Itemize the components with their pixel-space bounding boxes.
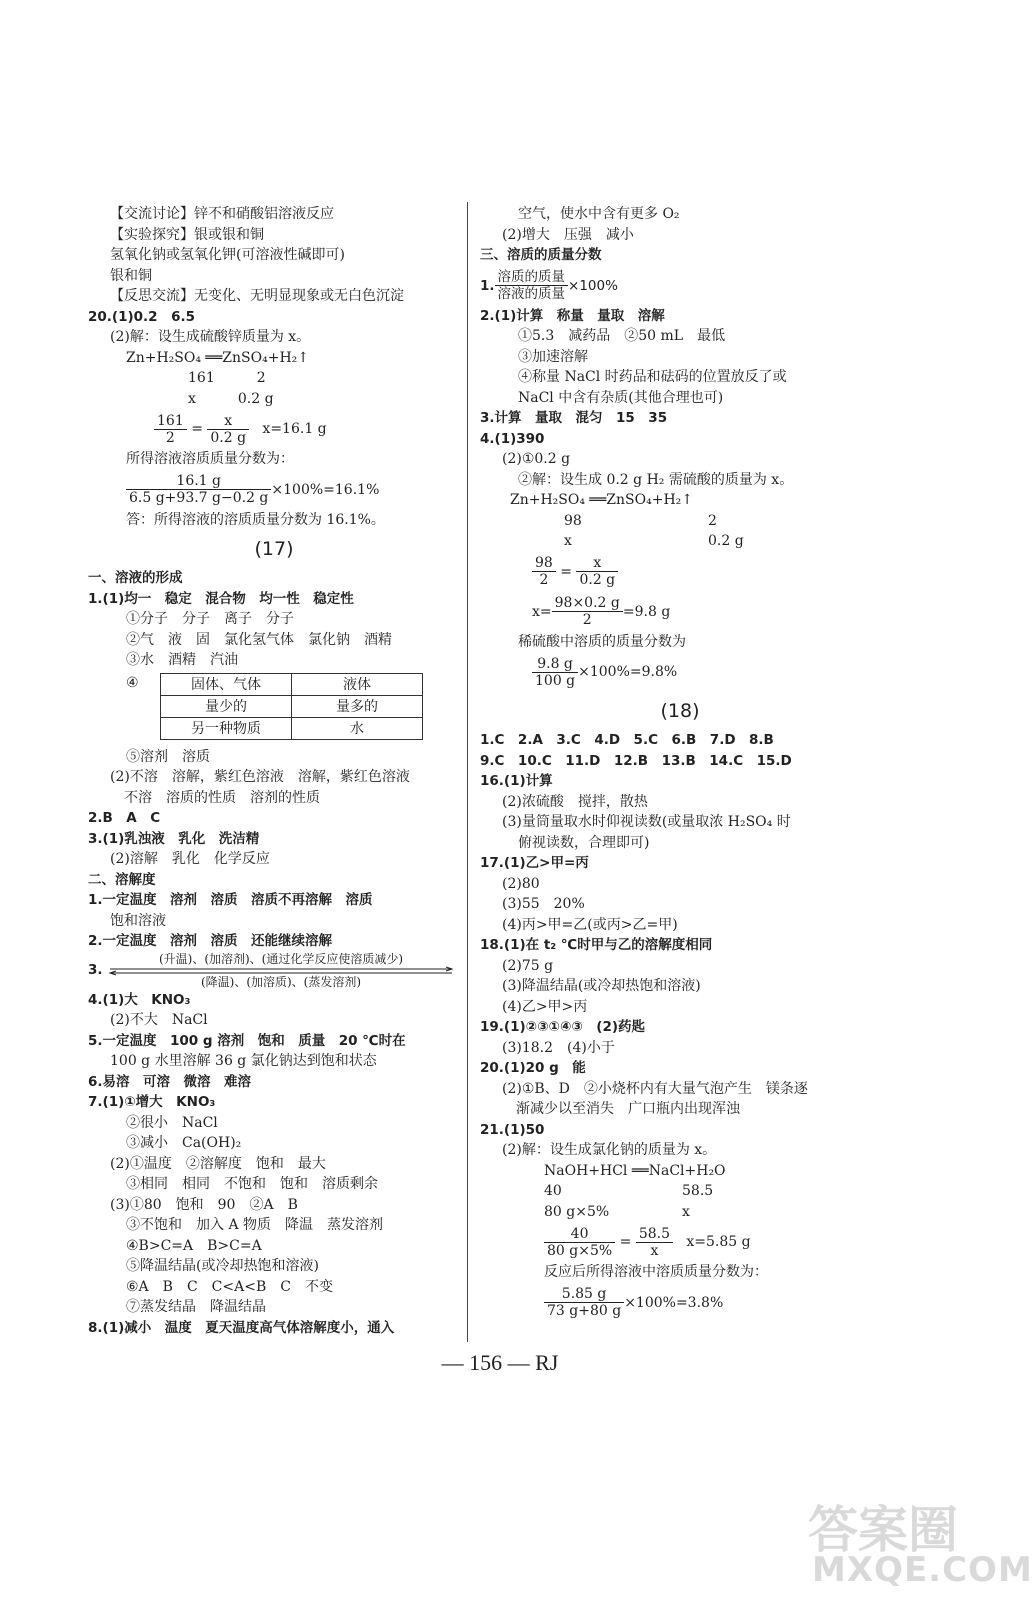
percentage-formula: $\frac{5.85 g}{73 g+80 g}$ ×100%=3.8% <box>480 1283 880 1323</box>
calculation-formula: x= $\frac{98\times 0.2 g}{2}$ =9.8 g <box>532 595 671 628</box>
choice-answers: 1.C 2.A 3.C 4.D 5.C 6.B 7.D 8.B <box>480 732 774 748</box>
table-cell: 液体 <box>292 673 423 695</box>
equation: NaOH+HCl ══NaCl+H₂O <box>544 1162 726 1179</box>
table-row <box>161 673 423 695</box>
question-line: 18.(1)在 t₂ ℃时甲与乙的溶解度相同 <box>480 937 713 953</box>
question-line: 4.(1)大 KNO₃ <box>88 991 191 1008</box>
right-column <box>480 204 880 1323</box>
text-line: (2)溶解 乳化 化学反应 <box>110 851 270 867</box>
question-line: 1.(1)均一 稳定 混合物 均一性 稳定性 <box>88 590 354 607</box>
question-line: 5.一定温度 100 g 溶剂 饱和 质量 20 ℃时在 <box>88 1032 406 1049</box>
question-line: 3.(1)乳浊液 乳化 洗洁精 <box>88 830 260 847</box>
text-line: ⑥A B C C<A<B C 不变 <box>126 1278 333 1295</box>
text-line: ④ <box>126 674 139 691</box>
question-line: 2.一定温度 溶剂 溶质 还能继续溶解 <box>88 933 333 949</box>
text-line: (2)①B、D ②小烧杯内有大量气泡产生 镁条逐 <box>502 1080 808 1097</box>
text-line: 俯视读数，合理即可) <box>518 834 650 851</box>
table-cell: 量少的 <box>161 695 292 717</box>
equation-masses: 98 2 <box>564 512 717 529</box>
section-number-18: (18) <box>660 700 700 722</box>
text-line: 不溶 溶质的性质 溶剂的性质 <box>124 789 320 806</box>
question-line: 7.(1)①增大 KNO₃ <box>88 1094 216 1110</box>
question-line: 21.(1)50 <box>480 1121 545 1138</box>
table-cell: 水 <box>292 717 423 739</box>
text-line: (2)80 <box>502 875 540 892</box>
proportion-formula: $\frac{161}{2}$ = $\frac{x}{0.2 g}$ x=16.1 g <box>88 409 460 449</box>
fraction: $\frac{x}{0.2 g}$ <box>207 413 249 446</box>
fraction: $\frac{\text{溶质的质量}}{\text{溶液的质量}}$ <box>495 269 569 302</box>
question-line: 3.计算 量取 混匀 15 35 <box>480 410 668 426</box>
text-line: (2)①温度 ②溶解度 饱和 最大 <box>110 1155 326 1172</box>
text-line: 100 g 水里溶解 36 g 氯化钠达到饱和状态 <box>110 1053 377 1069</box>
text-line: ②气 液 固 氯化氢气体 氯化钠 酒精 <box>126 631 392 648</box>
text-line: (3)①80 饱和 90 ②A B <box>110 1196 298 1213</box>
table-cell: 固体、气体 <box>161 673 292 695</box>
question-line: 19.(1)②③①④③ (2)药匙 <box>480 1019 646 1035</box>
section-heading: 三、溶质的质量分数 <box>480 247 602 263</box>
text-line: ③不饱和 加入 A 物质 降温 蒸发溶剂 <box>126 1217 384 1233</box>
question-line: 20.(1)20 g 能 <box>480 1060 586 1076</box>
text-line: (2)解：设生成硫酸锌质量为 x。 <box>110 329 311 345</box>
text-line: (3)降温结晶(或冷却热饱和溶液) <box>502 978 701 994</box>
text-line: 【反思交流】无变化、无明显现象或无白色沉淀 <box>110 288 404 304</box>
mass-fraction-formula: 1. $\frac{\text{溶质的质量}}{\text{溶液的质量}}$ ×100% <box>480 269 618 302</box>
equation: Zn+H₂SO₄ ══ZnSO₄+H₂↑ <box>510 492 693 508</box>
table-block <box>88 673 460 747</box>
question-20: 20.(1)0.2 6.5 <box>88 308 195 325</box>
answer-line: 答：所得溶液的溶质质量分数为 16.1%。 <box>126 511 385 528</box>
text-line: 稀硫酸中溶质的质量分数为 <box>518 633 686 650</box>
table-row <box>161 717 423 739</box>
conversion-arrows: 3. (升温)、(加溶剂)、(通过化学反应使溶质减少) (降温)、(加溶质)、(蒸发溶剂) <box>88 952 460 990</box>
text-line: (2)解：设生成氯化钠的质量为 x。 <box>502 1142 717 1158</box>
double-arrow-icon <box>106 967 456 975</box>
equation: Zn+H₂SO₄ ══ZnSO₄+H₂↑ <box>126 349 309 366</box>
text-line: (3)量筒量取水时仰视读数(或量取浓 H₂SO₄ 时 <box>502 814 791 830</box>
text-line: (4)丙>甲=乙(或丙>乙=甲) <box>502 916 678 933</box>
text-line: 反应后所得溶液中溶质质量分数为： <box>544 1264 768 1280</box>
fraction: $\frac{9.8 g}{100 g}$ <box>532 656 578 689</box>
equation-unknowns: 80 g×5% x <box>544 1203 690 1220</box>
equation-masses: 161 2 <box>188 370 266 386</box>
question-line: 17.(1)乙>甲=丙 <box>480 855 589 871</box>
question-line: 16.(1)计算 <box>480 773 553 789</box>
fraction: $\frac{16.1 g}{6.5 g+93.7 g-0.2 g}$ <box>126 473 271 506</box>
text-line: ①分子 分子 离子 分子 <box>126 611 294 627</box>
text-line: (3)18.2 (4)小于 <box>502 1039 615 1056</box>
fraction: $\frac{5.85 g}{73 g+80 g}$ <box>544 1286 624 1319</box>
text-line: NaCl 中含有杂质(其他合理也可) <box>518 389 724 406</box>
section-heading: 二、溶解度 <box>88 871 156 888</box>
question-line: 2.B A C <box>88 810 161 826</box>
fraction: $\frac{98}{2}$ <box>532 555 556 588</box>
text-line: 【实验探究】银或银和铜 <box>110 226 264 243</box>
page-footer: — 156 — RJ <box>441 1350 559 1375</box>
text-line: 银和铜 <box>110 267 152 284</box>
text-line: (2)增大 压强 减小 <box>502 226 634 243</box>
question-line: 8.(1)减小 温度 夏天温度高气体溶解度小，通入 <box>88 1319 395 1336</box>
proportion-formula: $\frac{40}{80 g\times 5\%}$ = $\frac{58.5}{x}$ x=5.85 g <box>480 1222 880 1262</box>
question-line: 2.(1)计算 称量 量取 溶解 <box>480 307 665 324</box>
text-line: ③加速溶解 <box>518 348 588 365</box>
question-line: 6.易溶 可溶 微溶 难溶 <box>88 1073 252 1090</box>
fraction: $\frac{161}{2}$ <box>154 413 187 446</box>
equation-masses: 40 58.5 <box>544 1183 714 1199</box>
text-line: ②很小 NaCl <box>126 1114 218 1131</box>
fraction: $\frac{58.5}{x}$ <box>636 1226 673 1259</box>
text-line: ⑤溶剂 溶质 <box>126 748 210 765</box>
equation-unknowns: x 0.2 g <box>564 533 744 549</box>
text-line: (2)不大 NaCl <box>110 1012 208 1028</box>
text-line: (2)浓硫酸 搅拌，散热 <box>502 793 648 810</box>
percentage-formula: $\frac{9.8 g}{100 g}$ ×100%=9.8% <box>480 652 880 692</box>
column-divider <box>467 202 468 1342</box>
proportion-formula: $\frac{98}{2}$ = $\frac{x}{0.2 g}$ <box>480 552 880 592</box>
text-line: ①5.3 减药品 ②50 mL 最低 <box>518 328 726 344</box>
section-number-17: (17) <box>254 538 294 560</box>
text-line: ⑤降温结晶(或冷却热饱和溶液) <box>126 1258 319 1274</box>
table-row <box>161 695 423 717</box>
text-line: 所得溶液溶质质量分数为： <box>126 451 294 467</box>
fraction: $\frac{40}{80 g\times 5\%}$ <box>544 1226 615 1259</box>
text-line: ③水 酒精 汽油 <box>126 652 238 668</box>
left-column <box>88 204 460 1338</box>
watermark-logo: 答案圈 MXQE.COM <box>808 1501 1033 1590</box>
solute-solvent-table <box>160 673 423 740</box>
percentage-formula: $\frac{16.1 g}{6.5 g+93.7 g-0.2 g}$ ×100%=16.1% <box>88 470 460 510</box>
text-line: 渐减少以至消失 广口瓶内出现浑浊 <box>516 1101 740 1117</box>
equation-unknowns: x 0.2 g <box>188 390 274 407</box>
question-line: 1.一定温度 溶剂 溶质 溶质不再溶解 溶质 <box>88 892 373 908</box>
text-line: (2)①0.2 g <box>502 451 571 467</box>
section-heading: 一、溶液的形成 <box>88 570 183 586</box>
text-line: ②解：设生成 0.2 g H₂ 需硫酸的质量为 x。 <box>518 471 794 488</box>
text-line: (2)75 g <box>502 957 554 974</box>
text-line: 【交流讨论】锌不和硝酸铝溶液反应 <box>110 206 334 222</box>
table-cell: 量多的 <box>292 695 423 717</box>
fraction: $\frac{x}{0.2 g}$ <box>576 555 618 588</box>
question-line: 4.(1)390 <box>480 430 545 447</box>
text-line: (4)乙>甲>丙 <box>502 998 588 1015</box>
table-cell: 另一种物质 <box>161 717 292 739</box>
text-line: 饱和溶液 <box>110 912 166 929</box>
text-line: 空气，使水中含有更多 O₂ <box>518 206 680 222</box>
text-line: ③相同 相同 不饱和 饱和 溶质剩余 <box>126 1176 378 1192</box>
text-line: (3)55 20% <box>502 896 585 912</box>
text-line: ④B>C=A B>C=A <box>126 1237 262 1254</box>
choice-answers: 9.C 10.C 11.D 12.B 13.B 14.C 15.D <box>480 752 792 769</box>
text-line: ④称量 NaCl 时药品和砝码的位置放反了或 <box>518 369 787 385</box>
text-line: ③减小 Ca(OH)₂ <box>126 1135 242 1151</box>
text-line: (2)不溶 溶解，紫红色溶液 溶解，紫红色溶液 <box>110 769 410 785</box>
text-line: ⑦蒸发结晶 降温结晶 <box>126 1299 266 1315</box>
fraction: $\frac{98\times 0.2 g}{2}$ <box>552 595 623 628</box>
text-line: 氢氧化钠或氢氧化钾(可溶液性碱即可) <box>110 247 345 263</box>
